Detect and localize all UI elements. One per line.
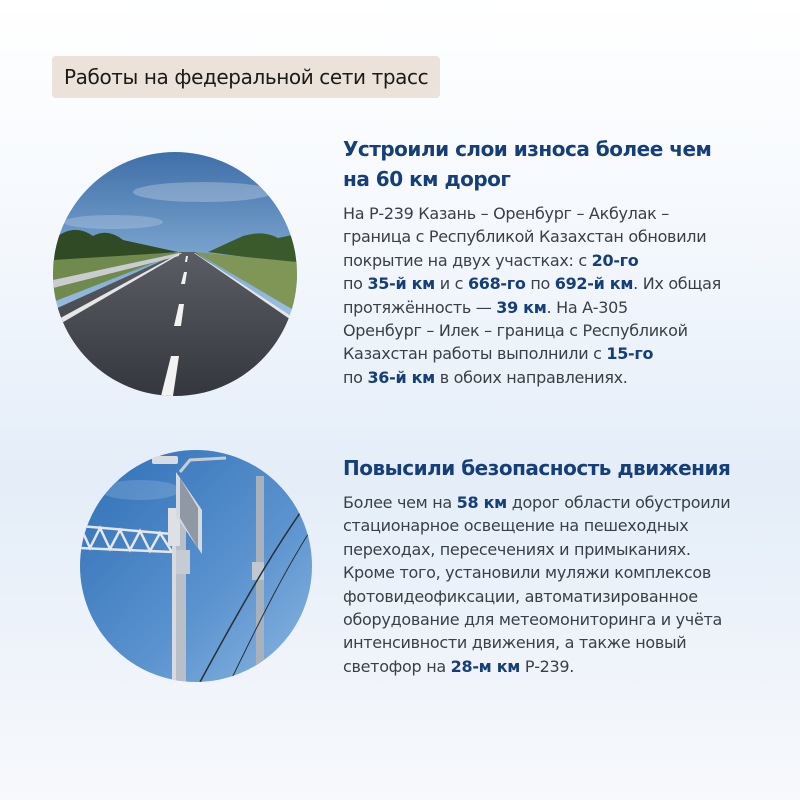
body-text: оборудование для метеомониторинга и учёта bbox=[343, 610, 723, 630]
body-line bbox=[343, 608, 730, 631]
body-text: Кроме того, установили муляжи комплексов bbox=[343, 563, 711, 583]
body-line bbox=[343, 272, 721, 295]
highlight-value: 58 км bbox=[456, 493, 507, 512]
body-line bbox=[343, 585, 730, 608]
body-line bbox=[343, 202, 721, 225]
body-line bbox=[343, 366, 721, 389]
body-text: по bbox=[343, 367, 368, 387]
body-text: . На А-305 bbox=[546, 297, 628, 317]
highlight-value: 20-го bbox=[591, 250, 639, 270]
section2-heading-line: Повысили безопасность движения bbox=[343, 456, 731, 480]
body-line bbox=[343, 296, 721, 319]
body-line bbox=[343, 342, 721, 365]
highlight-value: 39 км bbox=[496, 297, 547, 317]
body-text: . Их общая bbox=[633, 274, 721, 294]
body-line bbox=[343, 319, 721, 342]
section1-heading-line: на 60 км дорог bbox=[343, 167, 511, 191]
highlight-value: 692-й км bbox=[554, 274, 634, 294]
body-line bbox=[343, 249, 721, 272]
body-line bbox=[343, 538, 730, 561]
body-text: интенсивности движения, а также новый bbox=[343, 633, 687, 653]
body-text: На Р-239 Казань – Оренбург – Акбулак – bbox=[343, 204, 669, 223]
section-tag: Работы на федеральной сети трасс bbox=[52, 56, 440, 98]
body-line bbox=[343, 225, 721, 248]
section1-heading-line: Устроили слои износа более чем bbox=[343, 137, 712, 161]
highlight-value: 668-го bbox=[467, 274, 526, 294]
section1-heading bbox=[343, 134, 711, 194]
highlight-value: 36-й км bbox=[367, 367, 435, 387]
body-text: по bbox=[343, 274, 368, 294]
highlight-value: 15-го bbox=[606, 344, 654, 364]
body-text: Оренбург – Илек – граница с Республикой bbox=[343, 321, 688, 341]
body-text: протяжённость — bbox=[343, 297, 497, 317]
body-text: Р-239. bbox=[520, 656, 575, 676]
body-text: дорог области обустроили bbox=[506, 493, 731, 512]
body-line bbox=[343, 561, 730, 584]
body-text: по bbox=[525, 274, 555, 294]
body-line bbox=[343, 631, 730, 654]
body-text: стационарное освещение на пешеходных bbox=[343, 516, 689, 536]
section1-body bbox=[343, 202, 721, 389]
body-text: в обоих направлениях. bbox=[434, 367, 628, 387]
body-line bbox=[343, 655, 730, 678]
street-light-photo bbox=[80, 450, 312, 682]
body-text: Казахстан работы выполнили с bbox=[343, 344, 607, 364]
body-text: светофор на bbox=[343, 656, 451, 676]
body-line bbox=[343, 491, 730, 514]
body-text: фотовидеофиксации, автоматизированное bbox=[343, 586, 698, 606]
body-line bbox=[343, 514, 730, 537]
road-photo bbox=[53, 152, 297, 396]
section2-heading bbox=[343, 453, 730, 483]
body-text: переходах, пересечениях и примыканиях. bbox=[343, 539, 691, 559]
body-text: и с bbox=[434, 274, 468, 294]
section2-body bbox=[343, 491, 730, 678]
body-text: покрытие на двух участках: с bbox=[343, 250, 592, 270]
highlight-value: 35-й км bbox=[367, 274, 435, 294]
highlight-value: 28-м км bbox=[450, 656, 521, 676]
body-text: Более чем на bbox=[343, 493, 457, 512]
body-text: граница с Республикой Казахстан обновили bbox=[343, 227, 707, 247]
